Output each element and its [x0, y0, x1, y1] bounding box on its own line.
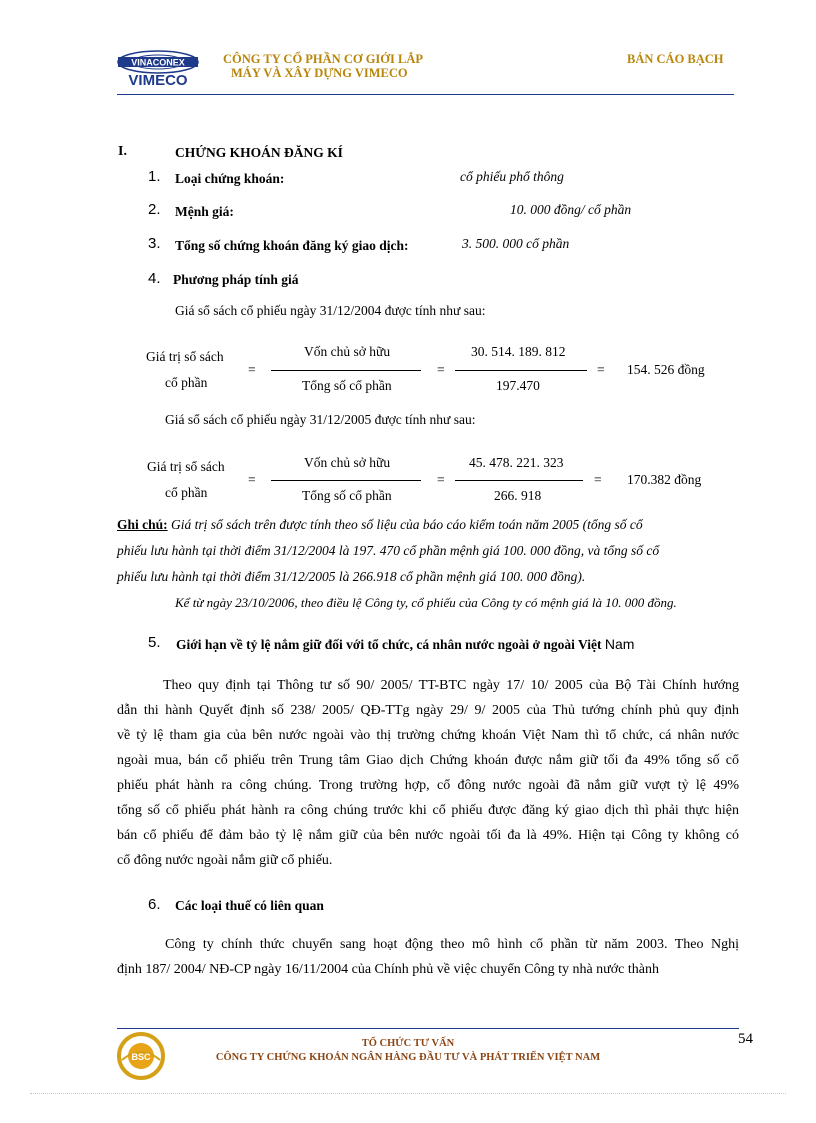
calc-eq-3-2004: =: [597, 362, 605, 377]
sec5-line-5: phiếu phát hành ra công chúng. Trong trường hợp, cổ đông nước ngoài đã nắm giữ vượt tỷ lệ 49%: [117, 778, 739, 793]
bsc-logo-text: BSC: [131, 1052, 151, 1062]
calc-value-den-2004: 197.470: [496, 378, 540, 393]
calc-value-num-2004: 30. 514. 189. 812: [471, 344, 566, 359]
sec5-title-text: Giới hạn về tỷ lệ nắm giữ đối với tổ chức, cá nhân nước ngoài ở ngoài Việt: [176, 637, 602, 652]
header-divider: [117, 94, 734, 95]
calc-lhs-line1-2004: Giá trị sổ sách: [146, 349, 224, 364]
fraction-bar: [455, 370, 587, 371]
fraction-bar: [271, 370, 421, 371]
sec5-line-4: ngoài mua, bán cổ phiếu trên Trung tâm Giao dịch Chứng khoán được nắm giữ tối đa 49% tổng số cổ: [117, 753, 739, 768]
note-text-3: phiếu lưu hành tại thời điểm 31/12/2005 là 266.918 cổ phần mệnh giá 100. 000 đồng).: [117, 569, 586, 584]
calc-result-2005: 170.382 đồng: [627, 472, 702, 487]
item-2-value: 10. 000 đồng/ cổ phần: [510, 202, 632, 217]
calc-f1-num-2004: Vốn chủ sở hữu: [304, 344, 391, 359]
sec6-line-2: định 187/ 2004/ NĐ-CP ngày 16/11/2004 của Chính phủ về việc chuyển Công ty nhà nước thành: [117, 962, 659, 977]
sec5-line-3: về tỷ lệ tham gia của bên nước ngoài vào thị trường chứng khoán Việt Nam thì tổ chức, cá nhân nước: [117, 728, 739, 743]
item-1-number: 1.: [148, 168, 161, 185]
note-text-2: phiếu lưu hành tại thời điểm 31/12/2004 là 197. 470 cổ phần mệnh giá 100. 000 đồng, và tổng số cổ: [117, 543, 660, 558]
calc-lhs-line2-2005: cổ phần: [165, 485, 208, 500]
sec5-paragraph: [117, 673, 739, 873]
page-bottom-dotted-line: [30, 1093, 786, 1094]
calc-value-den-2005: 266. 918: [494, 488, 542, 503]
sec6-title: Các loại thuế có liên quan: [175, 898, 324, 913]
item-4-label: Phương pháp tính giá: [173, 272, 299, 287]
logo-bottom-text: VIMECO: [128, 72, 188, 89]
sec5-number: 5.: [148, 634, 161, 651]
item-3-value: 3. 500. 000 cổ phần: [462, 236, 570, 251]
sec5-line-2: dẫn thi hành Quyết định số 238/ 2005/ QĐ-TTg ngày 29/ 9/ 2005 của Thủ tướng chính phủ quy định: [117, 703, 739, 718]
calc-eq-1-2004: =: [248, 362, 256, 377]
calc-intro-2005: Giá sổ sách cổ phiếu ngày 31/12/2005 được tính như sau:: [165, 412, 476, 427]
sec5-line-8: cổ đông nước ngoài nắm giữ cổ phiếu.: [117, 853, 333, 868]
note-block: [117, 512, 757, 616]
header-doc-title: BẢN CÁO BẠCH: [627, 52, 724, 66]
page-number: 54: [738, 1031, 753, 1047]
footer-divider: [117, 1028, 739, 1029]
item-3-label: Tổng số chứng khoán đăng ký giao dịch:: [175, 238, 409, 253]
calc-lhs-line1-2005: Giá trị sổ sách: [147, 459, 225, 474]
item-3-number: 3.: [148, 235, 161, 252]
section-number: I.: [118, 144, 127, 159]
sec6-number: 6.: [148, 896, 161, 913]
sec6-line-1: Công ty chính thức chuyển sang hoạt động theo mô hình cổ phần từ năm 2003. Theo Nghị: [165, 937, 739, 952]
note-text-4: Kể từ ngày 23/10/2006, theo điều lệ Công ty, cổ phiếu của Công ty có mệnh giá là 10. 000 đồng.: [175, 595, 677, 610]
calc-f1-den-2005: Tổng số cổ phần: [302, 488, 392, 503]
footer-line2: CÔNG TY CHỨNG KHOÁN NGÂN HÀNG ĐẦU TƯ VÀ PHÁT TRIỂN VIỆT NAM: [215, 1052, 601, 1063]
sec5-title-end: Nam: [604, 636, 635, 652]
sec6-paragraph: [117, 932, 739, 982]
calc-result-2004: 154. 526 đồng: [627, 362, 705, 377]
footer-line1: TỔ CHỨC TƯ VẤN: [361, 1038, 455, 1049]
fraction-bar: [271, 480, 421, 481]
calc-f1-den-2004: Tổng số cổ phần: [302, 378, 392, 393]
item-4-number: 4.: [148, 270, 161, 287]
fraction-bar: [455, 480, 583, 481]
item-2-label: Mệnh giá:: [175, 204, 234, 219]
note-label: Ghi chú:: [117, 517, 168, 532]
calc-lhs-line2-2004: cổ phần: [165, 375, 208, 390]
note-text-1: Giá trị sổ sách trên được tính theo số liệu của báo cáo kiểm toán năm 2005 (tổng số cổ: [167, 517, 643, 532]
calc-value-num-2005: 45. 478. 221. 323: [469, 455, 564, 470]
header-company-line1: CÔNG TY CỔ PHẦN CƠ GIỚI LẮP: [223, 52, 424, 66]
item-2-number: 2.: [148, 201, 161, 218]
calc-intro-2004: Giá sổ sách cổ phiếu ngày 31/12/2004 được tính như sau:: [175, 303, 486, 318]
vimeco-logo: [114, 48, 202, 95]
header-company-line2: MÁY VÀ XÂY DỰNG VIMECO: [231, 66, 408, 80]
item-1-value: cổ phiếu phổ thông: [460, 169, 564, 184]
section-title: CHỨNG KHOÁN ĐĂNG KÍ: [175, 145, 343, 160]
sec5-line-7: bán cổ phiếu để đảm bảo tỷ lệ nắm giữ của bên nước ngoài tối đa là 49%. Hiện tại Công ty không có: [117, 828, 739, 843]
calc-eq-3-2005: =: [594, 472, 602, 487]
sec5-line-1: Theo quy định tại Thông tư số 90/ 2005/ TT-BTC ngày 17/ 10/ 2005 của Bộ Tài Chính hướng: [163, 678, 739, 693]
logo-top-text: VINACONEX: [131, 57, 185, 68]
sec5-line-6: tổng số cổ phiếu phát hành ra công chúng trước khi cổ phiếu được đăng ký giao dịch thì phải thực hiện: [117, 803, 739, 818]
calc-eq-2-2005: =: [437, 472, 445, 487]
sec5-title: [176, 636, 634, 653]
vimeco-logo-icon: [114, 48, 202, 90]
item-1-label: Loại chứng khoán:: [175, 171, 285, 186]
calc-f1-num-2005: Vốn chủ sở hữu: [304, 455, 391, 470]
calc-eq-1-2005: =: [248, 472, 256, 487]
header-company: [223, 52, 423, 80]
calc-eq-2-2004: =: [437, 362, 445, 377]
